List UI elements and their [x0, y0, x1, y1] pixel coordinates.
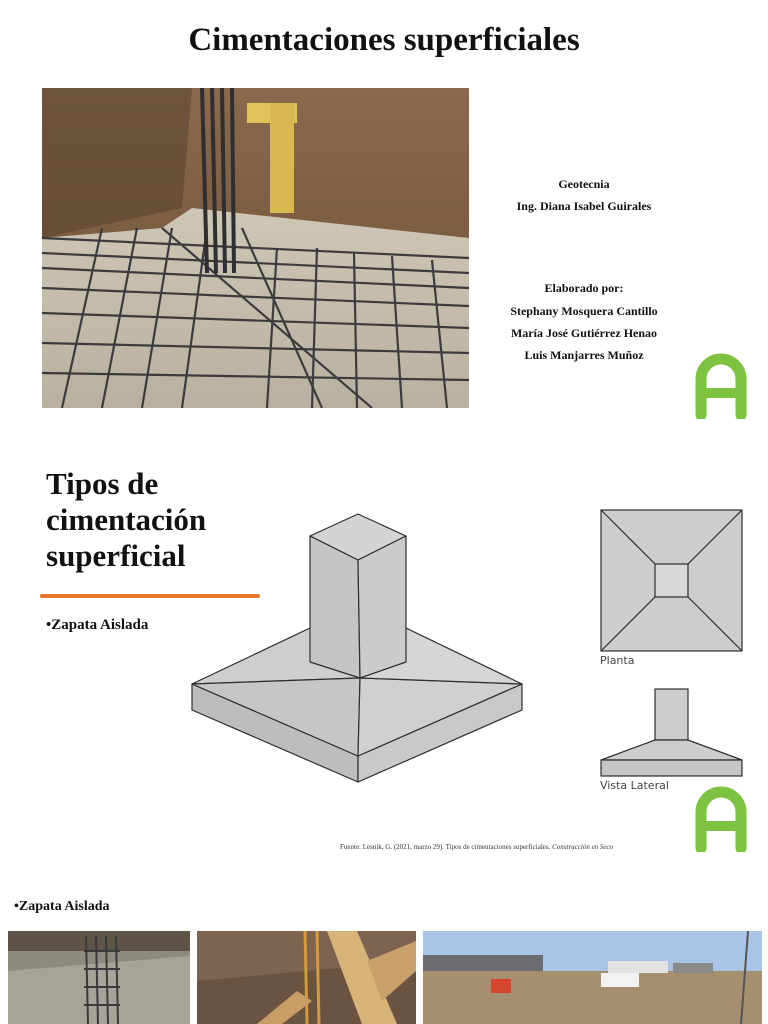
course-name: Geotecnia: [558, 177, 610, 191]
bullet-zapata-aislada: •Zapata Aislada: [46, 617, 149, 633]
author-name: Luis Manjarres Muñoz: [524, 348, 644, 362]
university-logo: [694, 782, 748, 852]
side-view-diagram: [599, 688, 744, 778]
source-citation: Fuente: Lesnik, G. (2021, marzo 29). Tipos de cimentaciones superficiales. Construcción en Seco: [340, 843, 614, 851]
page-title: Cimentaciones superficiales: [188, 22, 580, 58]
isolated-footing-3d-diagram: [190, 512, 524, 784]
author-name: Stephany Mosquera Cantillo: [510, 304, 658, 318]
footing-rebar-photo-1: [8, 931, 190, 1024]
construction-site-photo: [423, 931, 762, 1024]
rebar-excavation-photo: [42, 88, 469, 408]
author-name: María José Gutiérrez Henao: [510, 326, 658, 340]
university-logo: [694, 349, 748, 419]
course-info: [496, 173, 672, 217]
section-heading: Tipos de cimentación superficial: [46, 466, 207, 573]
prepared-by-label: Elaborado por:: [544, 281, 624, 295]
plan-label: Planta: [600, 654, 635, 667]
footing-formwork-photo: [197, 931, 416, 1024]
authors-block: [496, 277, 672, 366]
instructor-name: Ing. Diana Isabel Guirales: [516, 199, 652, 213]
side-view-label: Vista Lateral: [600, 779, 669, 792]
plan-view-diagram: [600, 509, 743, 652]
bullet-zapata-aislada: •Zapata Aislada: [14, 899, 110, 914]
